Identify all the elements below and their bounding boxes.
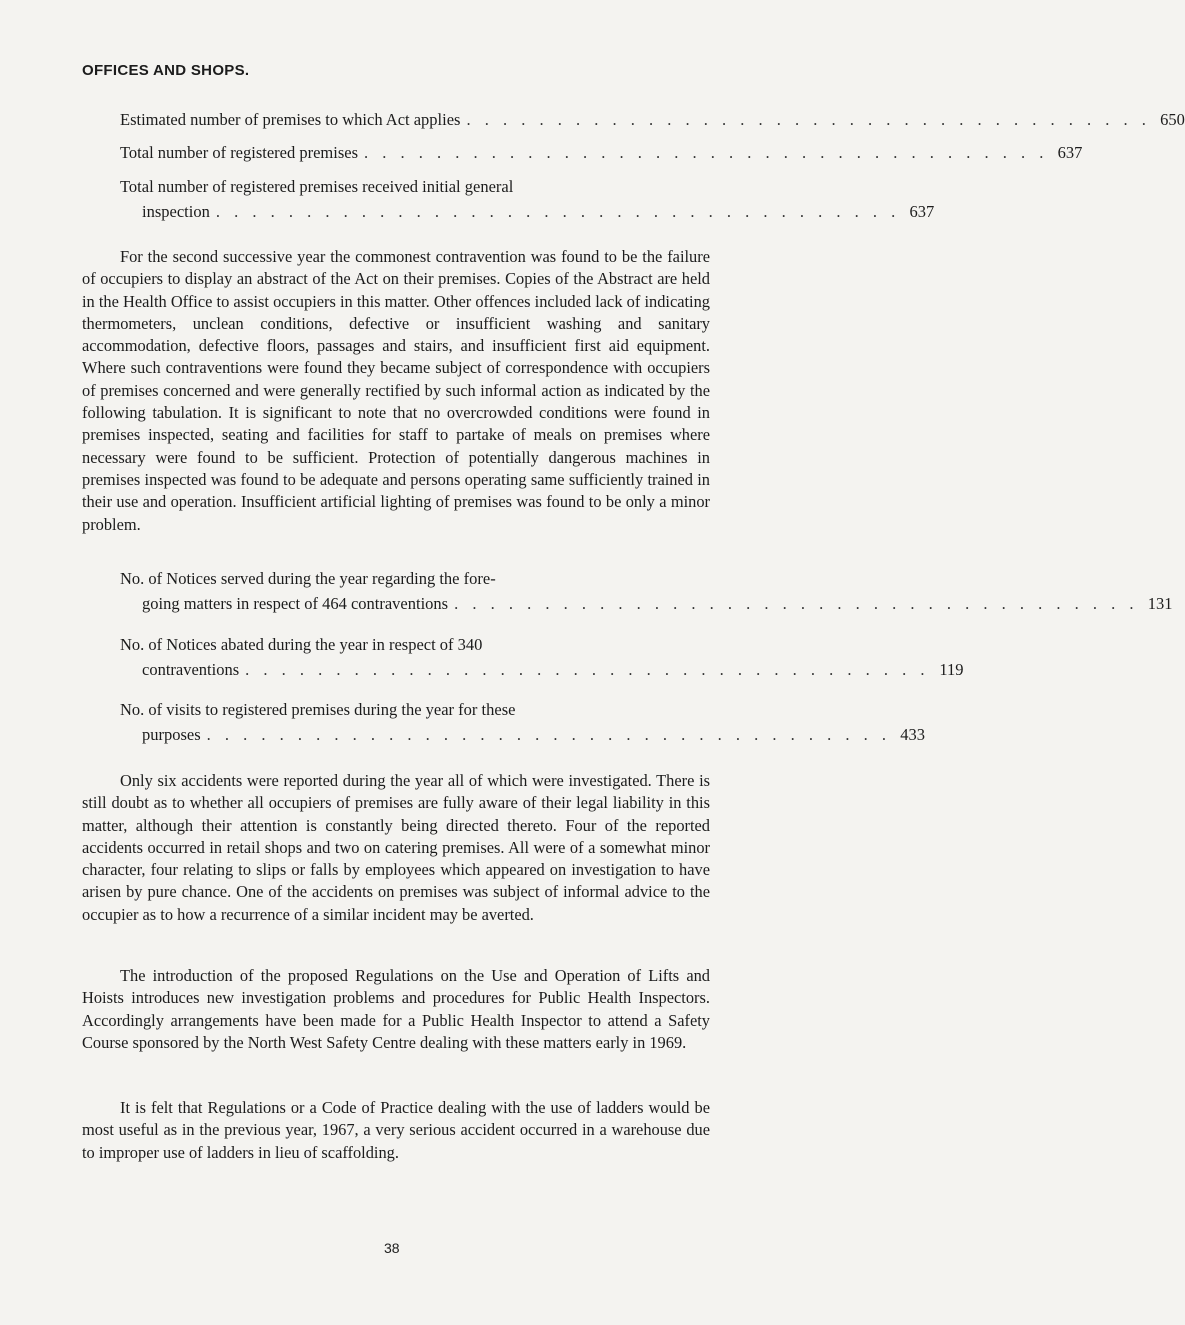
dot-leader: . . . . . . . . . . . . . . . . . . . . . . . . . . . . . . . . . . . . . .	[215, 202, 901, 221]
paragraph-accidents: Only six accidents were reported during the year all of which were investigated. There is still doubt as to whether all occupiers of premises are fully aware of their legal liability in this matter, although their attention is constantly being directed thereto. Four of the reported accidents occurred in retail shops and two on catering premises. All were of a somewhat minor character, four relating to slips or falls by employees which appeared on investigation to have arisen by pure chance. One of the accidents on premises was subject of informal advice to the occupier as to how a recurrence of a similar incident may be averted.	[82, 771, 710, 924]
stat-label: No. of visits to registered premises during the year for these	[120, 700, 516, 719]
dot-leader: . . . . . . . . . . . . . . . . . . . . . . . . . . . . . . . . . . . . . .	[364, 143, 1049, 162]
dot-leader: . . . . . . . . . . . . . . . . . . . . . . . . . . . . . . . . . . . . . .	[454, 594, 1139, 613]
stat-label: Total number of registered premises	[120, 143, 359, 162]
dot-leader: . . . . . . . . . . . . . . . . . . . . . . . . . . . . . . . . . . . . . .	[206, 725, 892, 744]
paragraph-contraventions: For the second successive year the commonest contravention was found to be the failure of occupiers to display an abstract of the Act on their premises. Copies of the Abstract are held in the Health Office to assist occupiers in this matter. Other offences included lack of indicating thermometers, unclean conditions, defective or insufficient washing and sanitary accommodation, defective floors, passages and stairs, and insufficient first aid equipment. Where such contraventions were found they became subject of correspondence with occupiers of premises concerned and were generally rectified by such informal action as indicated by the following tabulation. It is significant to note that no overcrowded conditions were found in premises inspected, seating and facilities for staff to partake of meals on premises where necessary were found to be sufficient. Protection of potentially dangerous machines in premises inspected was found to be adequate and persons operating same sufficiently trained in their use and operation. Insufficient artificial lighting of premises was found to be only a minor problem.	[82, 247, 710, 534]
stat-visits	[120, 697, 926, 747]
stat-label: Total number of registered premises received initial general	[120, 177, 514, 196]
stat-value: 433	[900, 725, 926, 744]
stat-value: 637	[1057, 143, 1083, 162]
stat-estimated-premises	[120, 107, 1185, 132]
page-number: 38	[384, 1240, 400, 1256]
stat-value: 131	[1147, 594, 1173, 613]
stat-label: inspection	[142, 202, 210, 221]
stat-value: 650	[1160, 110, 1185, 129]
section-heading: OFFICES AND SHOPS.	[82, 62, 250, 79]
stat-label: No. of Notices served during the year regarding the fore-	[120, 569, 496, 588]
stat-notices-served	[120, 566, 1173, 616]
stat-initial-inspection	[120, 174, 935, 224]
dot-leader: . . . . . . . . . . . . . . . . . . . . . . . . . . . . . . . . . . . . . .	[466, 110, 1151, 129]
paragraph-ladders: It is felt that Regulations or a Code of Practice dealing with the use of ladders would be most useful as in the previous year, 1967, a very serious accident occurred in a warehouse due to improper use of ladders in lieu of scaffolding.	[82, 1098, 710, 1162]
paragraph-lifts-hoists: The introduction of the proposed Regulations on the Use and Operation of Lifts and Hoists introduces new investigation problems and procedures for Public Health Inspectors. Accordingly arrangements have been made for a Public Health Inspector to attend a Safety Course sponsored by the North West Safety Centre dealing with these matters early in 1969.	[82, 966, 710, 1052]
stat-label: contraventions	[142, 660, 240, 679]
stat-notices-abated	[120, 632, 964, 682]
stat-registered-premises	[120, 140, 1083, 165]
stat-label: No. of Notices abated during the year in respect of 340	[120, 635, 483, 654]
stat-label: Estimated number of premises to which Act applies	[120, 110, 461, 129]
stat-value: 119	[939, 660, 964, 679]
stat-value: 637	[909, 202, 935, 221]
dot-leader: . . . . . . . . . . . . . . . . . . . . . . . . . . . . . . . . . . . . . .	[245, 660, 930, 679]
stat-label: purposes	[142, 725, 201, 744]
stat-label: going matters in respect of 464 contraventions	[142, 594, 449, 613]
